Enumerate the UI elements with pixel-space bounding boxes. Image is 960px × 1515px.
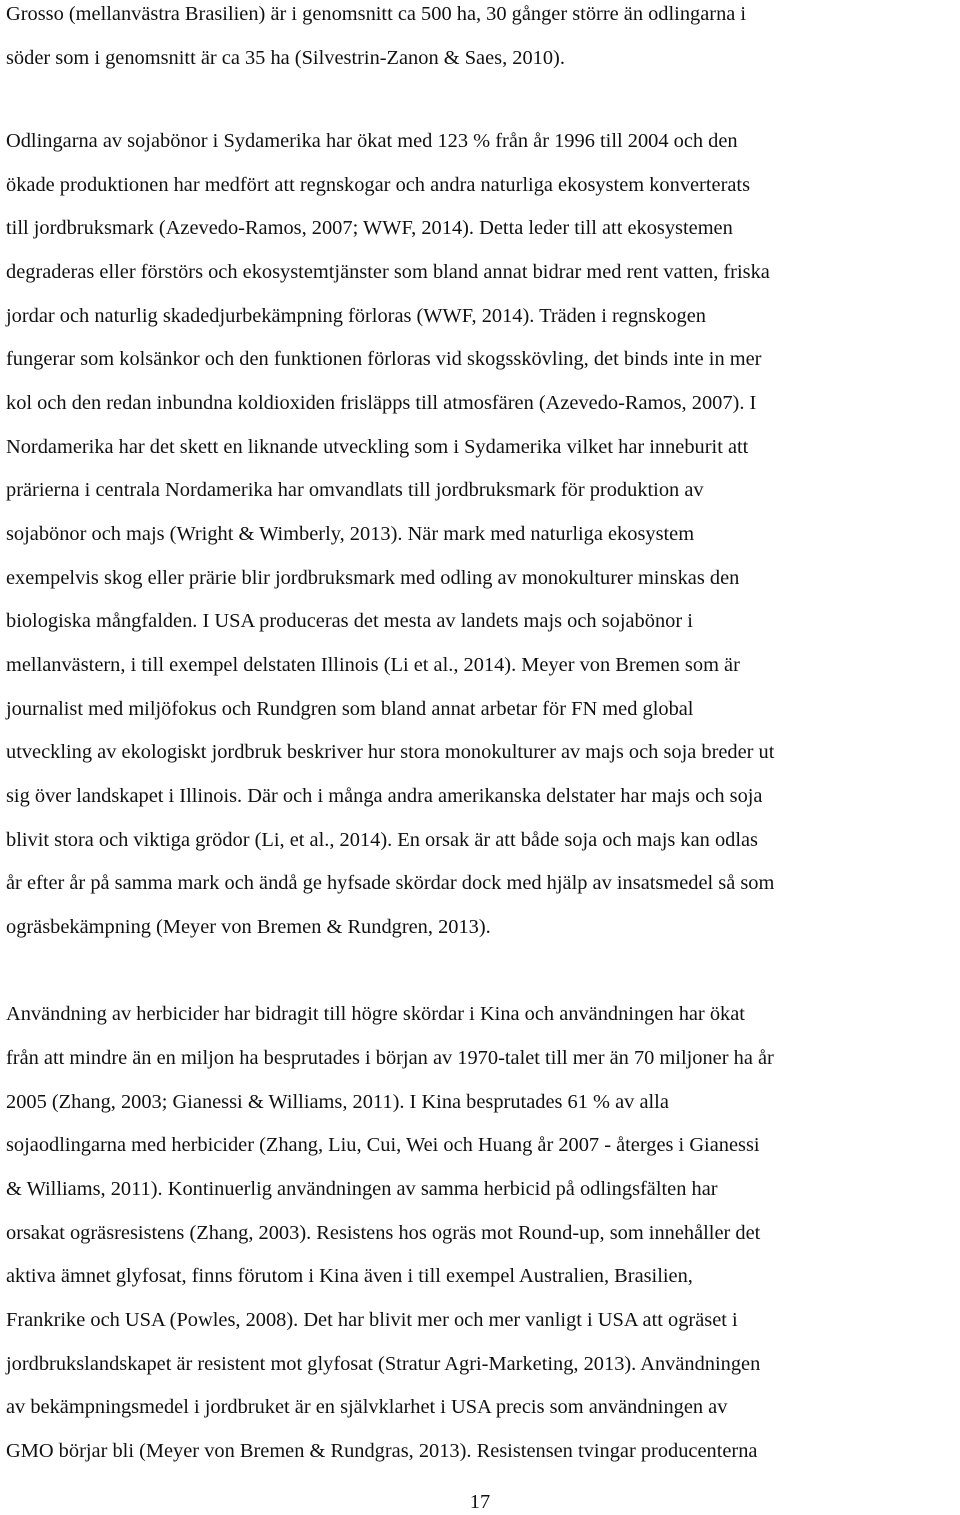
text-line: sojabönor och majs (Wright & Wimberly, 2013). När mark med naturliga ekosystem: [6, 523, 695, 545]
text-line: 2005 (Zhang, 2003; Gianessi & Williams, 2011). I Kina besprutades 61 % av alla: [6, 1091, 669, 1113]
text-line: prärierna i centrala Nordamerika har omvandlats till jordbruksmark för produktion av: [6, 479, 704, 501]
text-line: sojaodlingarna med herbicider (Zhang, Liu, Cui, Wei och Huang år 2007 - återges i Gianessi: [6, 1134, 760, 1156]
text-line: orsakat ogräsresistens (Zhang, 2003). Resistens hos ogräs mot Round-up, som innehåller det: [6, 1222, 761, 1244]
text-line: ökade produktionen har medfört att regnskogar och andra naturliga ekosystem konverterats: [6, 174, 751, 196]
text-line: av bekämpningsmedel i jordbruket är en självklarhet i USA precis som användningen av: [6, 1396, 728, 1418]
text-line: mellanvästern, i till exempel delstaten Illinois (Li et al., 2014). Meyer von Bremen som är: [6, 654, 740, 676]
text-line: degraderas eller förstörs och ekosystemtjänster som bland annat bidrar med rent vatten, friska: [6, 261, 770, 283]
text-line: exempelvis skog eller prärie blir jordbruksmark med odling av monokulturer minskas den: [6, 567, 740, 589]
page-number: 17: [469, 1491, 491, 1513]
text-line: jordar och naturlig skadedjurbekämpning förloras (WWF, 2014). Träden i regnskogen: [6, 305, 706, 327]
text-line: ogräsbekämpning (Meyer von Bremen & Rundgren, 2013).: [6, 916, 491, 938]
text-line: jordbrukslandskapet är resistent mot glyfosat (Stratur Agri-Marketing, 2013). Användningen: [6, 1353, 761, 1375]
text-line: till jordbruksmark (Azevedo-Ramos, 2007; WWF, 2014). Detta leder till att ekosystemen: [6, 217, 733, 239]
text-line: biologiska mångfalden. I USA produceras det mesta av landets majs och sojabönor i: [6, 610, 693, 632]
text-line: sig över landskapet i Illinois. Där och i många andra amerikanska delstater har majs och soja: [6, 785, 763, 807]
text-line: fungerar som kolsänkor och den funktionen förloras vid skogsskövling, det binds inte in mer: [6, 348, 762, 370]
text-line: blivit stora och viktiga grödor (Li, et al., 2014). En orsak är att både soja och majs kan odlas: [6, 829, 758, 851]
text-line: år efter år på samma mark och ändå ge hyfsade skördar dock med hjälp av insatsmedel så som: [6, 872, 775, 894]
text-line: Nordamerika har det skett en liknande utveckling som i Sydamerika vilket har inneburit att: [6, 436, 749, 458]
text-line: Användning av herbicider har bidragit till högre skördar i Kina och användningen har ökat: [6, 1003, 745, 1025]
text-line: Odlingarna av sojabönor i Sydamerika har ökat med 123 % från år 1996 till 2004 och den: [6, 130, 738, 152]
text-line: från att mindre än en miljon ha besprutades i början av 1970-talet till mer än 70 miljoner ha år: [6, 1047, 774, 1069]
text-line: kol och den redan inbundna koldioxiden frisläpps till atmosfären (Azevedo-Ramos, 2007). I: [6, 392, 757, 414]
text-line: Frankrike och USA (Powles, 2008). Det har blivit mer och mer vanligt i USA att ogräset i: [6, 1309, 738, 1331]
text-line: GMO börjar bli (Meyer von Bremen & Rundgras, 2013). Resistensen tvingar producenterna: [6, 1440, 758, 1462]
text-line: journalist med miljöfokus och Rundgren som bland annat arbetar för FN med global: [6, 698, 694, 720]
text-line: aktiva ämnet glyfosat, finns förutom i Kina även i till exempel Australien, Brasilien,: [6, 1265, 693, 1287]
text-line: Grosso (mellanvästra Brasilien) är i genomsnitt ca 500 ha, 30 gånger större än odlingarna i: [6, 3, 747, 25]
text-line: utveckling av ekologiskt jordbruk beskriver hur stora monokulturer av majs och soja breder ut: [6, 741, 775, 763]
text-line: & Williams, 2011). Kontinuerlig användningen av samma herbicid på odlingsfälten har: [6, 1178, 718, 1200]
text-line: söder som i genomsnitt är ca 35 ha (Silvestrin-Zanon & Saes, 2010).: [6, 47, 565, 69]
